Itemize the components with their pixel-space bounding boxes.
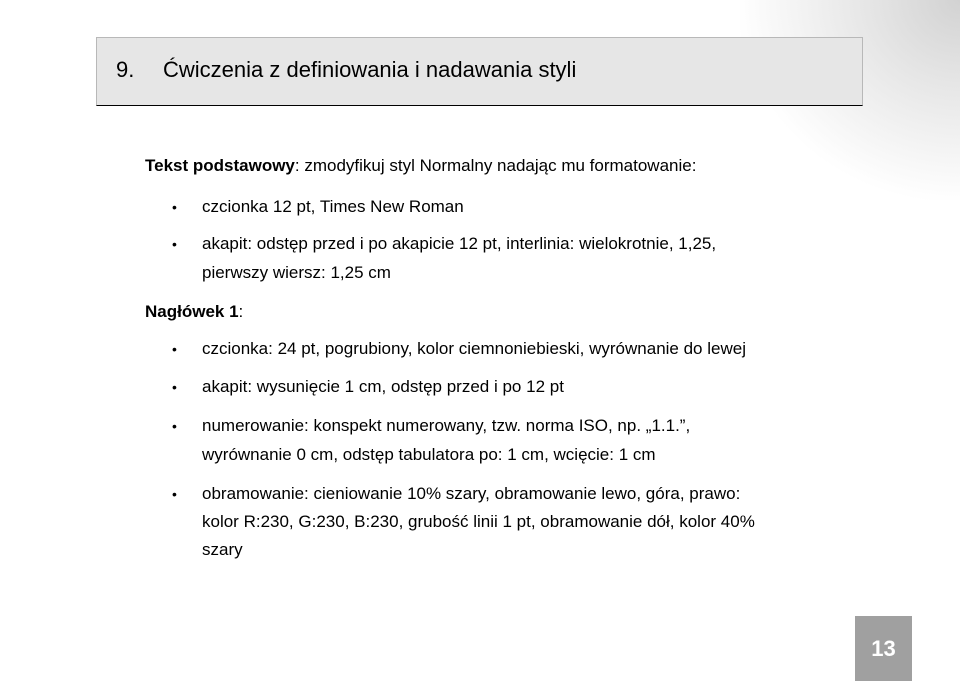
bullet-icon: •	[172, 418, 177, 434]
list-item: obramowanie: cieniowanie 10% szary, obramowanie lewo, góra, prawo:	[202, 484, 741, 503]
bullet-icon: •	[172, 379, 177, 395]
bullet-icon: •	[172, 486, 177, 502]
list-item-continuation: pierwszy wiersz: 1,25 cm	[202, 263, 391, 282]
page-number	[855, 616, 912, 681]
section2-colon: :	[238, 302, 244, 321]
list-item: czcionka 12 pt, Times New Roman	[202, 197, 464, 216]
heading-number: 9.	[116, 57, 135, 82]
intro-label: Tekst podstawowy	[145, 156, 295, 175]
intro-paragraph	[145, 155, 696, 177]
section2-paragraph	[145, 301, 243, 323]
list-item: akapit: odstęp przed i po akapicie 12 pt, interlinia: wielokrotnie, 1,25,	[202, 234, 717, 253]
list-item: czcionka: 24 pt, pogrubiony, kolor ciemnoniebieski, wyrównanie do lewej	[202, 339, 746, 358]
list-item: akapit: wysunięcie 1 cm, odstęp przed i po 12 pt	[202, 377, 564, 396]
heading-title: Ćwiczenia z definiowania i nadawania styli	[163, 57, 577, 82]
list-item-continuation: szary	[202, 540, 243, 559]
intro-text: : zmodyfikuj styl Normalny nadając mu formatowanie:	[294, 156, 697, 175]
list-item: numerowanie: konspekt numerowany, tzw. norma ISO, np. „1.1.”,	[202, 416, 691, 435]
section2-label: Nagłówek 1	[145, 302, 239, 321]
page-number-text: 13	[871, 635, 896, 661]
bullet-icon: •	[172, 341, 177, 357]
list-item-continuation: wyrównanie 0 cm, odstęp tabulatora po: 1 cm, wcięcie: 1 cm	[202, 445, 656, 464]
section-heading	[96, 37, 863, 106]
list-item-continuation: kolor R:230, G:230, B:230, grubość linii 1 pt, obramowanie dół, kolor 40%	[202, 512, 755, 531]
bullet-icon: •	[172, 236, 177, 252]
bullet-icon: •	[172, 199, 177, 215]
